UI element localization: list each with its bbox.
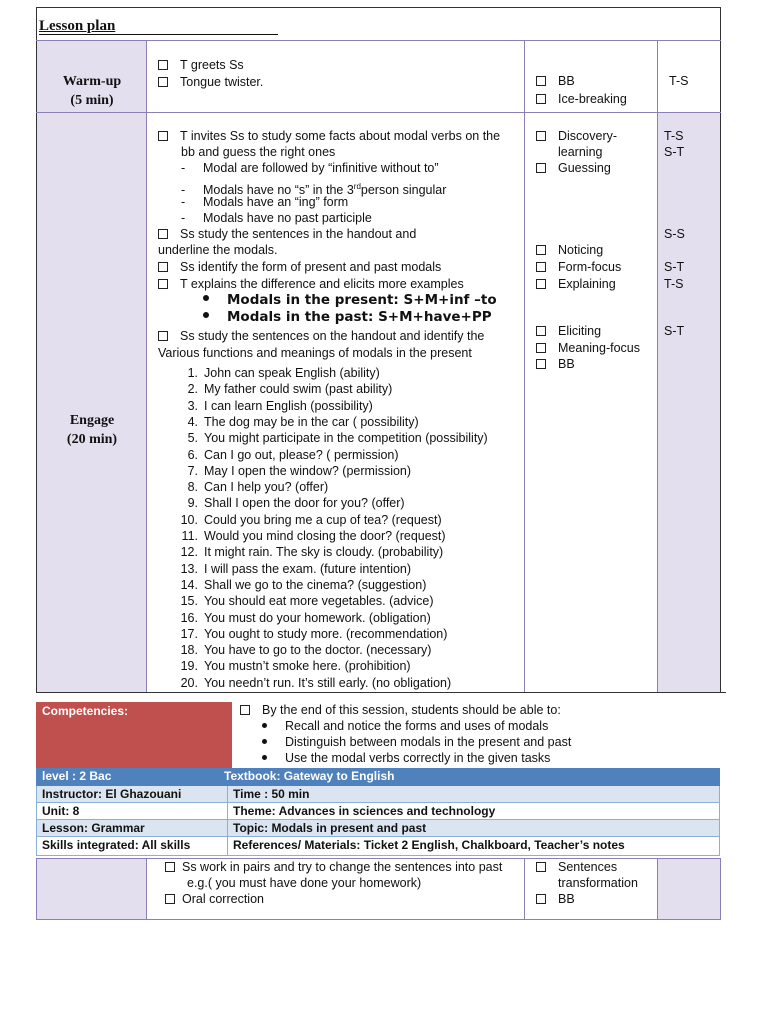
sentence-item <box>176 593 434 609</box>
checkbox-icon <box>165 862 175 872</box>
checkbox-icon <box>158 131 168 141</box>
checkbox-icon <box>158 229 168 239</box>
checkbox-icon <box>536 94 546 104</box>
practice-stage-cell <box>37 859 147 919</box>
practice-procedure: e.g.( you must have done your homework) <box>187 876 422 890</box>
fact-item: - Modals have no “s” in the 3rdperson singular <box>181 182 447 198</box>
sentence-number: 20. <box>180 675 198 690</box>
sentence-text: You should eat more vegetables. (advice) <box>204 594 434 609</box>
engage-explains: T explains the difference and elicits more examples <box>158 276 464 292</box>
engage-interaction: T-S <box>664 277 684 291</box>
engage-study: Ss study the sentences in the handout and <box>158 226 416 242</box>
engage-interaction-cell <box>657 113 720 692</box>
sentence-number: 16. <box>180 610 198 625</box>
sentence-item <box>176 414 419 430</box>
form-present: Modals in the present: S+M+inf –to <box>203 292 497 308</box>
info-header-row: level : 2 Bac Textbook: Gateway to English <box>36 768 720 786</box>
sentence-item <box>176 495 405 511</box>
sentence-number: 8. <box>187 480 198 495</box>
sentence-text: Would you mind closing the door? (request) <box>204 529 446 543</box>
sentence-number: 14. <box>180 577 198 592</box>
engage-technique: Eliciting <box>536 323 601 339</box>
sentence-item <box>176 512 442 528</box>
sentence-number: 18. <box>180 643 198 658</box>
engage-technique: Meaning-focus <box>536 340 640 356</box>
sentence-number: 1. <box>187 366 198 380</box>
engage-technique: Noticing <box>536 242 603 258</box>
engage-stage-label: Engage (20 min) <box>66 413 118 447</box>
sentence-text: I will pass the exam. (future intention) <box>204 561 412 576</box>
info-row: Unit: 8 Theme: Advances in sciences and technology <box>36 803 720 820</box>
checkbox-icon <box>536 262 546 272</box>
sentence-text: Shall we go to the cinema? (suggestion) <box>204 577 427 592</box>
checkbox-icon <box>536 245 546 255</box>
sentence-number: 19. <box>180 659 198 674</box>
checkbox-icon <box>536 359 546 369</box>
engage-interaction: T-S <box>664 129 684 143</box>
engage-intro: bb and guess the right ones <box>181 145 336 159</box>
warmup-interaction: T-S <box>669 74 689 88</box>
sentence-text: Could you bring me a cup of tea? (request) <box>204 512 442 527</box>
sentence-text: You might participate in the competition (possibility) <box>204 431 488 446</box>
sentence-text: I can learn English (possibility) <box>204 398 373 413</box>
info-row: Lesson: Grammar Topic: Modals in present and past <box>36 820 720 837</box>
sentence-item <box>176 642 431 658</box>
info-row: Skills integrated: All skills References/ Materials: Ticket 2 English, Chalkboard, Teacher’s notes <box>36 837 720 856</box>
engage-interaction: S-T <box>664 324 685 338</box>
practice-procedure: Ss work in pairs and try to change the sentences into past <box>165 859 502 875</box>
practice-technique: transformation <box>558 876 638 890</box>
sentence-item <box>176 544 443 560</box>
sentence-item <box>176 626 447 642</box>
sentence-item <box>176 675 451 691</box>
fact-item: - Modals have no past participle <box>181 211 372 225</box>
sentence-text: Can I go out, please? ( permission) <box>204 447 399 462</box>
sentence-number: 17. <box>180 626 198 641</box>
sentence-number: 13. <box>180 561 198 576</box>
engage-interaction: S-T <box>664 260 685 274</box>
engage-stage-cell <box>37 113 147 692</box>
sentence-item <box>176 463 411 479</box>
competencies-intro: By the end of this session, students should be able to: <box>240 702 561 718</box>
checkbox-icon <box>165 894 175 904</box>
fact-item: - Modal are followed by “infinitive without to” <box>181 161 439 175</box>
title-underline <box>39 34 278 35</box>
sentence-number: 15. <box>180 594 198 609</box>
sentence-item <box>176 381 392 397</box>
sentence-number: 11. <box>181 529 198 543</box>
page-title: Lesson plan <box>39 18 116 34</box>
practice-interaction-cell <box>657 859 720 919</box>
checkbox-icon <box>240 705 250 715</box>
sentence-item <box>176 561 411 577</box>
sentence-text: Shall I open the door for you? (offer) <box>204 496 405 511</box>
checkbox-icon <box>536 163 546 173</box>
checkbox-icon <box>536 894 546 904</box>
sentence-text: You ought to study more. (recommendation) <box>204 626 448 641</box>
warmup-stage-label: Warm-up (5 min) <box>62 74 122 108</box>
engage-technique: learning <box>558 145 603 159</box>
warmup-procedure: Tongue twister. <box>158 74 263 90</box>
engage-intro: T invites Ss to study some facts about modal verbs on the <box>158 128 500 144</box>
checkbox-icon <box>158 60 168 70</box>
row-divider <box>36 692 726 693</box>
checkbox-icon <box>158 331 168 341</box>
sentence-text: It might rain. The sky is cloudy. (probability) <box>204 545 444 560</box>
engage-study: underline the modals. <box>158 243 278 257</box>
sentence-text: You must do your homework. (obligation) <box>204 610 431 625</box>
checkbox-icon <box>536 862 546 872</box>
sentence-item <box>176 658 411 674</box>
checkbox-icon <box>158 262 168 272</box>
competency-item: Recall and notice the forms and uses of modals <box>262 718 548 734</box>
info-row: Instructor: El Ghazouani Time : 50 min <box>36 786 720 803</box>
engage-technique: Form-focus <box>536 259 621 275</box>
sentence-item <box>176 365 380 381</box>
engage-functions: Ss study the sentences on the handout and identify the <box>158 328 484 344</box>
engage-technique: BB <box>536 356 575 372</box>
sentence-number: 2. <box>187 382 198 397</box>
sentence-text: You have to go to the doctor. (necessary) <box>204 643 432 658</box>
engage-interaction: S-S <box>664 227 685 241</box>
sentence-text: Can I help you? (offer) <box>204 480 329 495</box>
checkbox-icon <box>536 131 546 141</box>
sentence-text: John can speak English (ability) <box>204 366 380 380</box>
checkbox-icon <box>536 343 546 353</box>
sentence-number: 3. <box>187 398 198 413</box>
checkbox-icon <box>536 76 546 86</box>
sentence-item <box>176 577 426 593</box>
sentence-text: You needn’t run. It’s still early. (no obligation) <box>204 675 452 690</box>
sentence-number: 5. <box>187 431 198 446</box>
sentence-item <box>176 610 431 626</box>
col-divider <box>524 41 525 692</box>
engage-interaction: S-T <box>664 145 685 159</box>
competency-item: Distinguish between modals in the present and past <box>262 734 571 750</box>
sentence-item <box>176 447 399 463</box>
warmup-technique: BB <box>536 73 575 89</box>
engage-functions: Various functions and meanings of modals in the present <box>158 346 472 360</box>
competency-item: Use the modal verbs correctly in the given tasks <box>262 750 550 766</box>
warmup-technique: Ice-breaking <box>536 91 627 107</box>
form-past: Modals in the past: S+M+have+PP <box>203 309 492 325</box>
sentence-number: 9. <box>187 496 198 511</box>
engage-technique: Guessing <box>536 160 611 176</box>
sentence-number: 4. <box>187 414 198 429</box>
sentence-text: May I open the window? (permission) <box>204 463 412 478</box>
checkbox-icon <box>158 77 168 87</box>
sentence-item <box>176 479 328 495</box>
sentence-text: My father could swim (past ability) <box>204 382 393 397</box>
sentence-item <box>176 398 373 414</box>
warmup-procedure: T greets Ss <box>158 57 244 73</box>
sentence-item <box>176 430 488 446</box>
checkbox-icon <box>158 279 168 289</box>
engage-technique: Discovery- <box>536 128 617 144</box>
sentence-number: 7. <box>187 463 198 478</box>
sentence-number: 6. <box>187 447 198 462</box>
sentence-text: The dog may be in the car ( possibility) <box>204 414 419 429</box>
checkbox-icon <box>536 279 546 289</box>
practice-technique: Sentences <box>536 859 617 875</box>
sentence-text: You mustn’t smoke here. (prohibition) <box>204 659 411 674</box>
competencies-label: Competencies: <box>42 704 129 718</box>
warmup-interaction-cell <box>657 41 720 112</box>
practice-technique: BB <box>536 891 575 907</box>
engage-identify: Ss identify the form of present and past modals <box>158 259 441 275</box>
fact-item: - Modals have an “ing” form <box>181 195 349 209</box>
engage-technique: Explaining <box>536 276 616 292</box>
sentence-number: 12. <box>180 545 198 560</box>
checkbox-icon <box>536 326 546 336</box>
practice-procedure: Oral correction <box>165 891 264 907</box>
col-divider <box>524 859 525 919</box>
sentence-number: 10. <box>180 512 198 527</box>
sentence-item <box>176 528 446 544</box>
